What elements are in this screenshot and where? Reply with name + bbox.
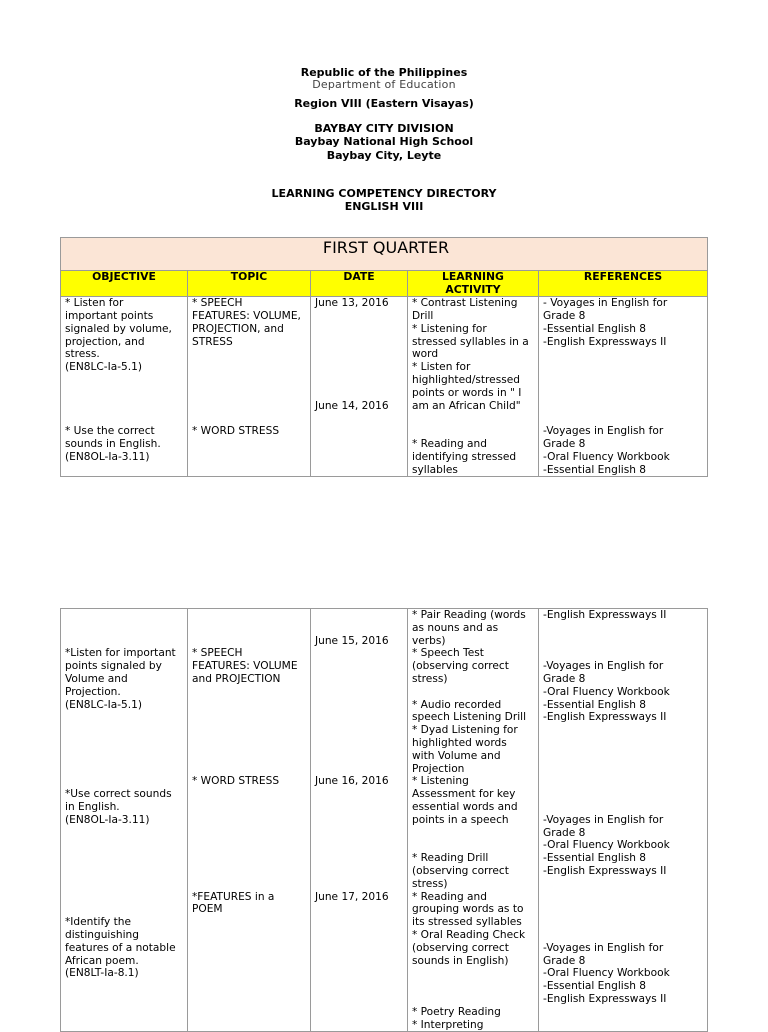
topic-cell: * SPEECH FEATURES: VOLUME, PROJECTION, and STRESS * WORD STRESS bbox=[188, 297, 311, 477]
date-cell: June 13, 2016 June 14, 2016 bbox=[311, 297, 408, 477]
activity-cell: * Pair Reading (words as nouns and as verbs) * Speech Test (observing correct stress) * Audio recorded speech Listening Drill * Dyad Listening for highlighted words with Volume and Projection * Listening Assessment for key essential words and points in a speech * Reading Drill (observing correct stress) * Reading and grouping words as to its stressed syllables * Oral Reading Check (observing correct sounds in English) * Poetry Reading * Interpreting bbox=[408, 609, 539, 1032]
activity-cell: * Contrast Listening Drill * Listening for stressed syllables in a word * Listen for highlighted/stressed points or words in " I am an African Child" * Reading and identifying stressed syllables bbox=[408, 297, 539, 477]
quarter-title: FIRST QUARTER bbox=[61, 238, 708, 271]
table-row bbox=[61, 297, 708, 477]
subject-title: ENGLISH VIII bbox=[344, 200, 424, 213]
directory-title: LEARNING COMPETENCY DIRECTORY bbox=[271, 187, 497, 200]
objective-cell: *Listen for important points signaled by Volume and Projection. (EN8LC-Ia-5.1) *Use correct sounds in English. (EN8OL-Ia-3.11) *Identify the distinguishing features of a notable African poem. (EN8LT-Ia-8.1) bbox=[61, 609, 188, 1032]
col-date-header: DATE bbox=[311, 271, 408, 297]
references-cell: -English Expressways II -Voyages in English for Grade 8 -Oral Fluency Workbook -Essential English 8 -English Expressways II -Voyages in English for Grade 8 -Oral Fluency Workbook -Essential English 8 -English Expressways II -Voyages in English for Grade 8 -Oral Fluency Workbook -Essential English 8 -English Expressways II bbox=[539, 609, 708, 1032]
city-line: Baybay City, Leyte bbox=[326, 149, 442, 162]
competency-table-1 bbox=[60, 237, 708, 477]
references-cell: - Voyages in English for Grade 8 -Essential English 8 -English Expressways II -Voyages in English for Grade 8 -Oral Fluency Workbook -Essential English 8 bbox=[539, 297, 708, 477]
school-line: Baybay National High School bbox=[294, 135, 474, 148]
col-activity-header: LEARNING ACTIVITY bbox=[408, 271, 539, 297]
col-topic-header: TOPIC bbox=[188, 271, 311, 297]
competency-table-2 bbox=[60, 608, 708, 1032]
division-line: BAYBAY CITY DIVISION bbox=[314, 122, 454, 135]
date-cell: June 15, 2016 June 16, 2016 June 17, 2016 bbox=[311, 609, 408, 1032]
col-objective-header: OBJECTIVE bbox=[61, 271, 188, 297]
topic-cell: * SPEECH FEATURES: VOLUME and PROJECTION * WORD STRESS *FEATURES in a POEM bbox=[188, 609, 311, 1032]
objective-cell: * Listen for important points signaled by volume, projection, and stress. (EN8LC-Ia-5.1) * Use the correct sounds in English. (EN8OL-Ia-3.11) bbox=[61, 297, 188, 477]
republic-line: Republic of the Philippines bbox=[300, 66, 468, 79]
department-line: Department of Education bbox=[312, 78, 456, 91]
region-line: Region VIII (Eastern Visayas) bbox=[294, 97, 474, 110]
table-row bbox=[61, 609, 708, 1032]
col-references-header: REFERENCES bbox=[539, 271, 708, 297]
